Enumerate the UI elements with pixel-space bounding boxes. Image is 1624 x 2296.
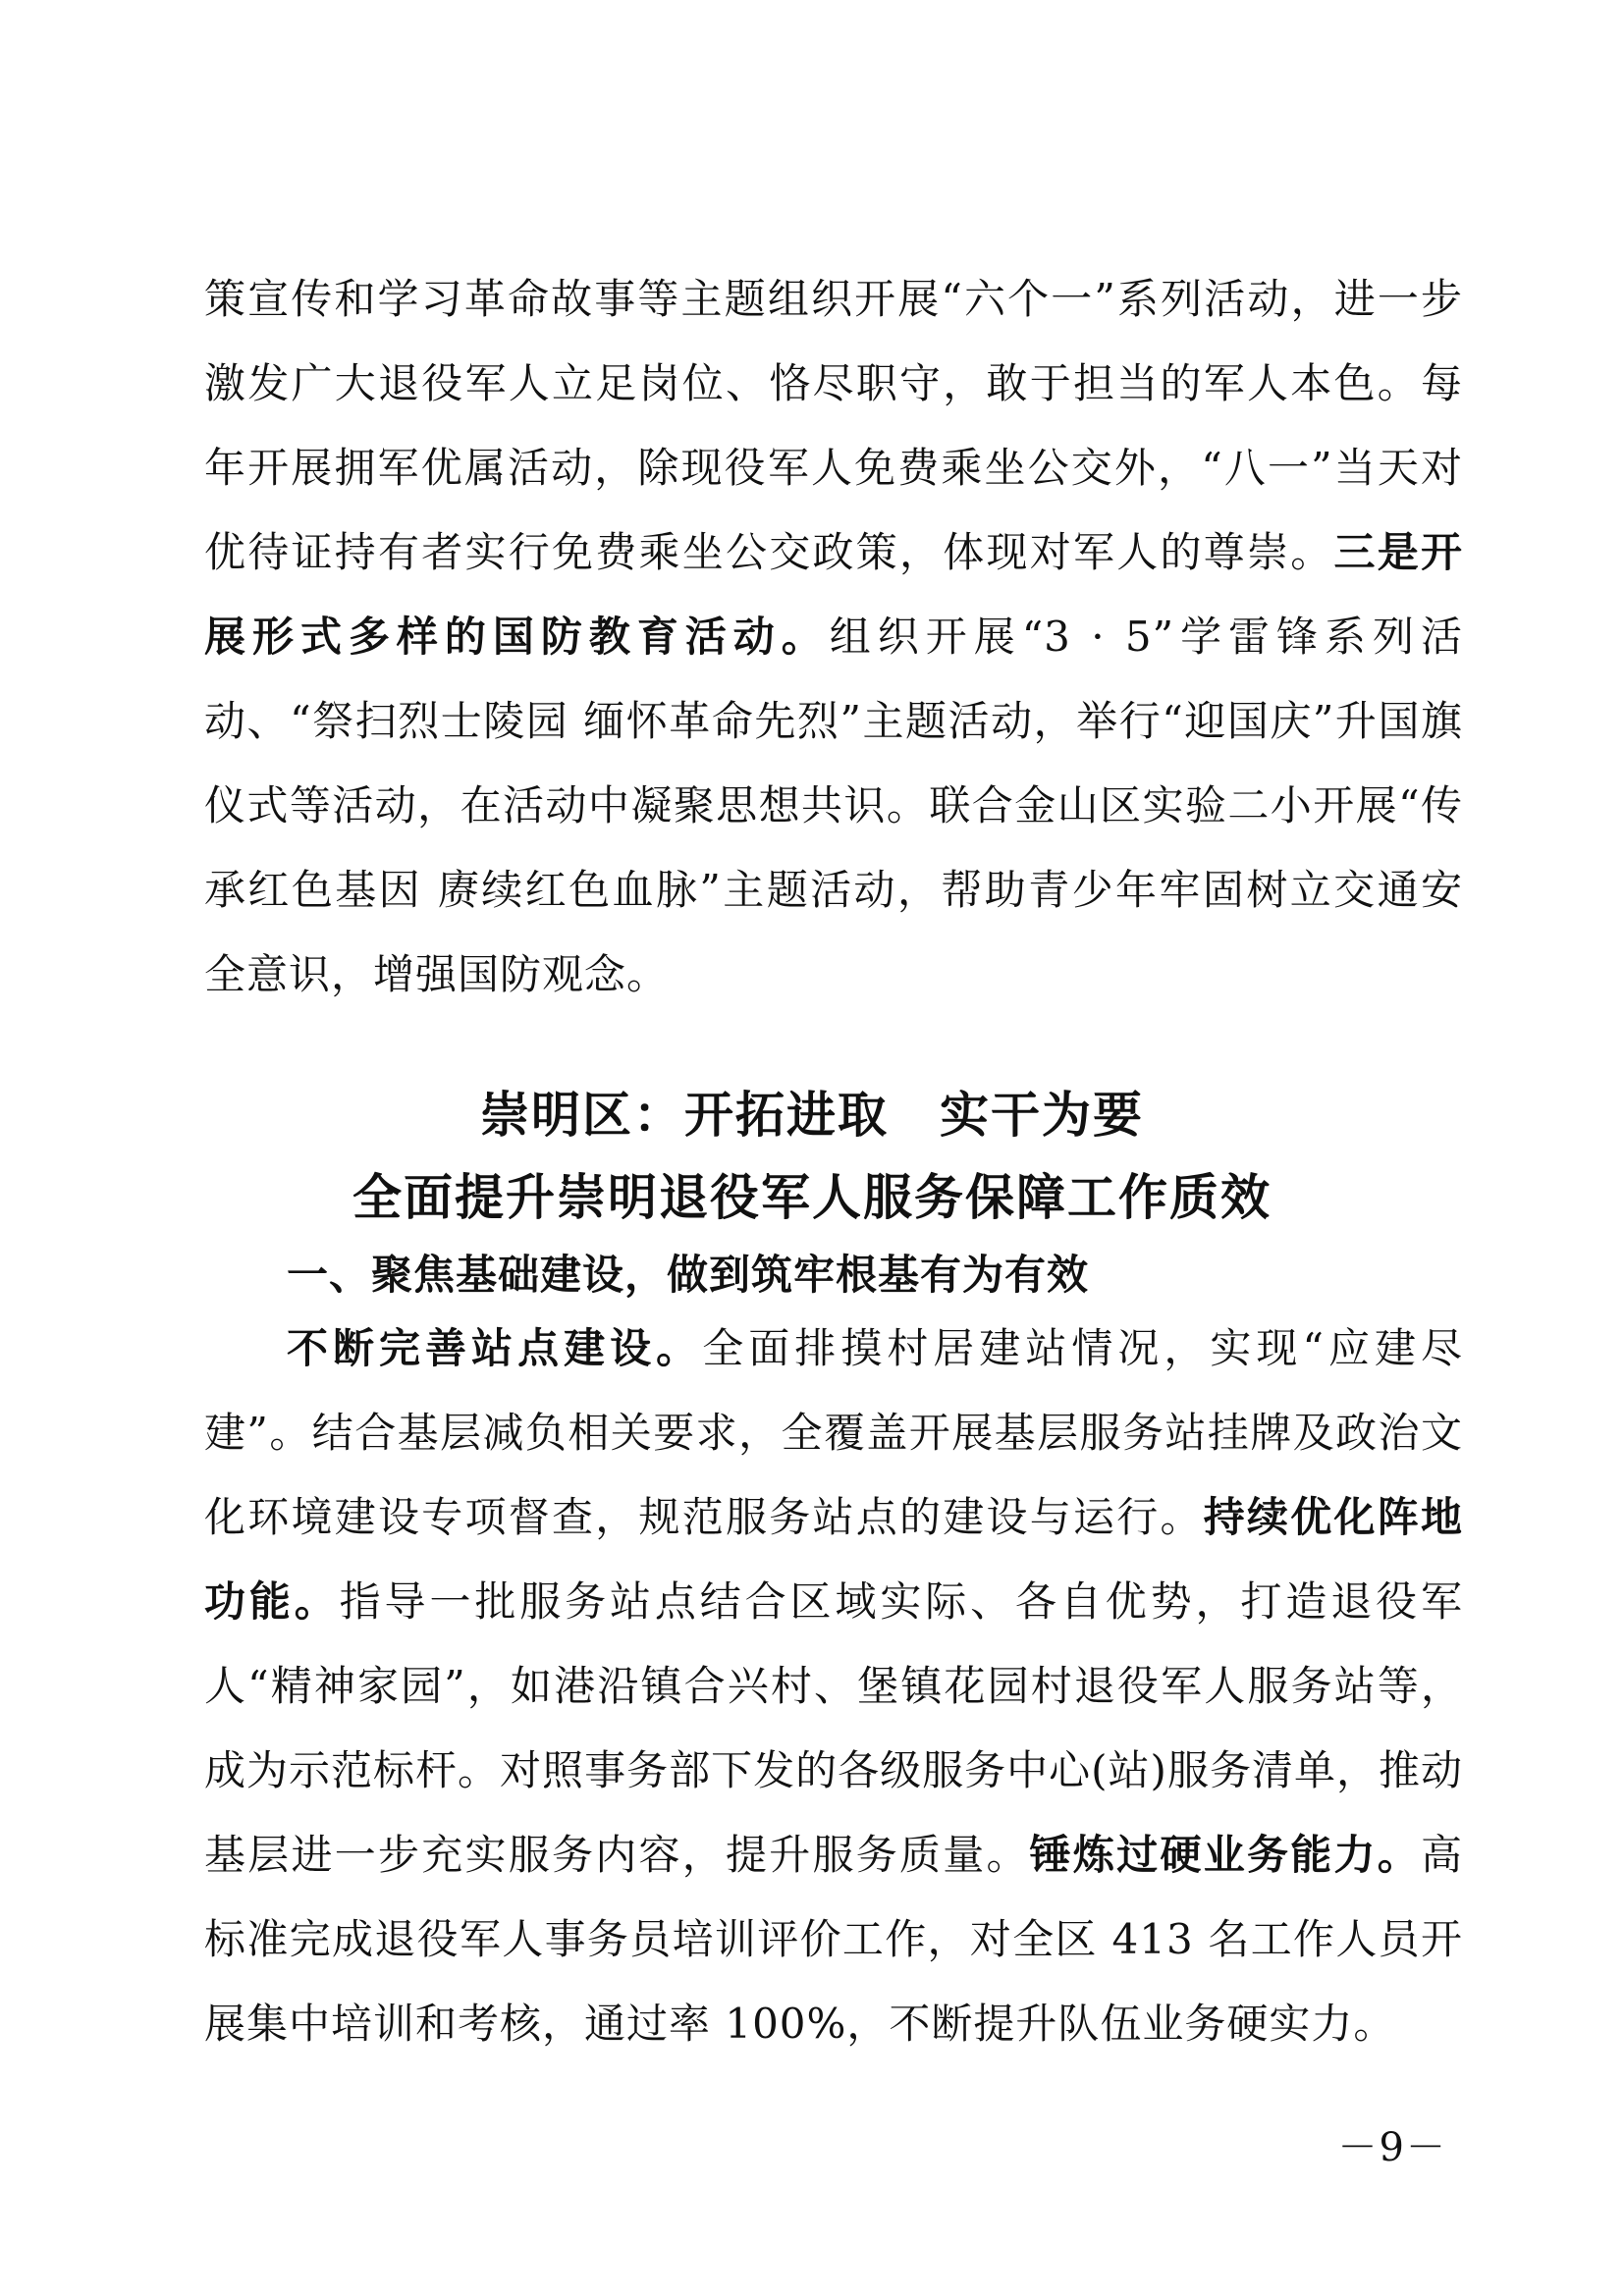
article-text-2: 指导一批服务站点结合区域实际、各自优势，打造退役军人“精神家园”，如港沿镇合兴村、堡镇花园村退役军人服务站等，成为示范标杆。对照事务部下发的各级服务中心(站)服务清单，推动基层进一步充实服务内容，提升服务质量。 bbox=[204, 1577, 1463, 1879]
continuation-text-2: 组织开展“3 · 5”学雷锋系列活动、“祭扫烈士陵园 缅怀革命先烈”主题活动，举行“迎国庆”升国旗仪式等活动，在活动中凝聚思想共识。联合金山区实验二小开展“传承红色基因 赓续红色血脉”主题活动，帮助青少年牢固树立交通安全意识，增强国防观念。 bbox=[204, 613, 1463, 998]
bold-lead-business-ability: 锤炼过硬业务能力。 bbox=[1029, 1831, 1421, 1879]
article-text-1: 全面排摸村居建站情况，实现“应建尽建”。结合基层减负相关要求，全覆盖开展基层服务站挂牌及政治文化环境建设专项督查，规范服务站点的建设与运行。 bbox=[204, 1324, 1463, 1541]
article-text-3: 高标准完成退役军人事务员培训评价工作，对全区 413 名工作人员开展集中培训和考核，通过率 100%，不断提升队伍业务硬实力。 bbox=[204, 1831, 1463, 2048]
page-number: －9－ bbox=[1337, 2125, 1447, 2170]
bold-lead-site-building: 不断完善站点建设。 bbox=[287, 1324, 703, 1372]
continuation-bold-lead: 三是开展形式多样的国防教育活动。 bbox=[204, 528, 1463, 661]
bold-lead-position-function: 持续优化阵地功能。 bbox=[204, 1493, 1463, 1626]
article-title-line-2: 全面提升崇明退役军人服务保障工作质效 bbox=[352, 1168, 1272, 1226]
article-paragraph bbox=[204, 1307, 1463, 2066]
continuation-paragraph bbox=[204, 257, 1463, 1017]
section-heading: 一、聚焦基础建设，做到筑牢根基有为有效 bbox=[287, 1251, 1090, 1299]
continuation-text-1: 策宣传和学习革命故事等主题组织开展“六个一”系列活动，进一步激发广大退役军人立足岗位、恪尽职守，敢于担当的军人本色。每年开展拥军优属活动，除现役军人免费乘坐公交外，“八一”当天对优待证持有者实行免费乘坐公交政策，体现对军人的尊崇。 bbox=[204, 275, 1463, 576]
article-title-line-1: 崇明区：开拓进取 实干为要 bbox=[480, 1086, 1144, 1144]
